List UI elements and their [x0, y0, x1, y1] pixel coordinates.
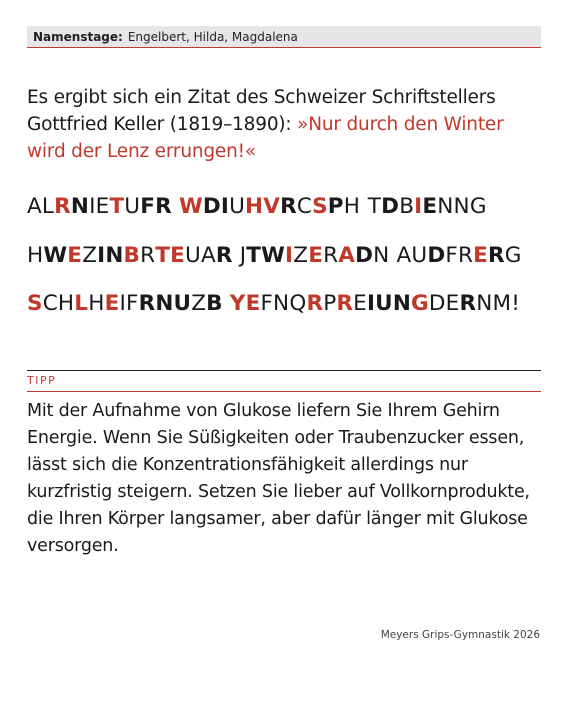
- puzzle-letter: I: [97, 243, 106, 268]
- puzzle-space: [360, 194, 368, 219]
- puzzle-letter: E: [170, 243, 186, 268]
- intro-paragraph: [27, 84, 541, 165]
- puzzle-space: [172, 194, 179, 219]
- puzzle-space: [223, 291, 230, 316]
- puzzle-letter: A: [396, 243, 412, 268]
- puzzle-letter: G: [469, 194, 487, 219]
- puzzle-letter: E: [95, 194, 110, 219]
- puzzle-letter: I: [366, 291, 376, 316]
- puzzle-letter: I: [89, 194, 96, 219]
- puzzle-letter: E: [422, 194, 438, 219]
- puzzle-letter: U: [229, 194, 246, 219]
- puzzle-letter: U: [173, 291, 192, 316]
- puzzle-letter: A: [200, 243, 216, 268]
- footer-credit: Meyers Grips-Gymnastik 2026: [380, 629, 540, 641]
- puzzle-letter: !: [511, 291, 521, 316]
- puzzle-letter: J: [239, 243, 247, 268]
- puzzle-letter: I: [119, 291, 126, 316]
- puzzle-letter: C: [296, 194, 313, 219]
- puzzle-letter: E: [308, 243, 324, 268]
- puzzle-letter: H: [88, 291, 105, 316]
- puzzle-letter: R: [215, 243, 233, 268]
- puzzle-letter: U: [124, 194, 141, 219]
- puzzle-letter: Z: [82, 243, 98, 268]
- puzzle-letter: D: [202, 194, 221, 219]
- puzzle-letter: R: [155, 194, 172, 219]
- puzzle-letter: Q: [289, 291, 307, 316]
- puzzle-letter: H: [57, 291, 75, 316]
- puzzle-letter: E: [104, 291, 120, 316]
- puzzle-line-2: [27, 241, 547, 271]
- name-days-value: Engelbert, Hilda, Magdalena: [127, 29, 298, 44]
- puzzle-letter: H: [27, 243, 44, 268]
- puzzle-letter: H: [343, 194, 361, 219]
- puzzle-letter: N: [373, 243, 390, 268]
- puzzle-letter: S: [27, 291, 43, 316]
- puzzle-letter: P: [327, 194, 344, 219]
- puzzle-letter: W: [43, 243, 68, 268]
- tipp-label: TIPP: [27, 374, 57, 387]
- puzzle-letter: L: [74, 291, 89, 316]
- puzzle-letter: R: [336, 291, 354, 316]
- puzzle-letter: I: [220, 194, 230, 219]
- puzzle-letter: D: [427, 243, 446, 268]
- puzzle-letter: F: [260, 291, 274, 316]
- puzzle-letter: R: [306, 291, 324, 316]
- puzzle-letter: N: [476, 291, 493, 316]
- puzzle-letter: B: [399, 194, 415, 219]
- puzzle-letter: N: [437, 194, 454, 219]
- puzzle-letter: T: [155, 243, 171, 268]
- puzzle-letter: R: [280, 194, 297, 219]
- puzzle-letter: R: [54, 194, 71, 219]
- puzzle-letter: U: [185, 243, 201, 268]
- name-days-label: Namenstage:: [33, 29, 123, 44]
- intro-text: Es ergibt sich ein Zitat des Schweizer Schriftstellers Gottfried Keller (1819–1890):: [27, 87, 496, 135]
- puzzle-letter: U: [375, 291, 393, 316]
- puzzle-letter: V: [263, 194, 281, 219]
- puzzle-letter: W: [261, 243, 286, 268]
- puzzle-letter: R: [487, 243, 505, 268]
- puzzle-letter: D: [428, 291, 446, 316]
- tipp-divider: [27, 370, 541, 371]
- puzzle-line-3: [27, 289, 547, 319]
- puzzle-letter: A: [338, 243, 356, 268]
- puzzle-space: [233, 243, 240, 268]
- puzzle-letter: N: [392, 291, 412, 316]
- puzzle-letter: C: [42, 291, 58, 316]
- puzzle-letter: M: [492, 291, 512, 316]
- puzzle-letter: T: [367, 194, 382, 219]
- puzzle-letter: Y: [229, 291, 246, 316]
- puzzle-letter: B: [123, 243, 141, 268]
- puzzle-letter: F: [140, 194, 156, 219]
- tipp-underline: [27, 391, 541, 392]
- puzzle-letter: D: [355, 243, 374, 268]
- puzzle-letter: N: [155, 291, 174, 316]
- puzzle-letter: H: [245, 194, 264, 219]
- puzzle-letter: R: [138, 291, 156, 316]
- puzzle-letter: B: [206, 291, 223, 316]
- puzzle-letter: G: [504, 243, 522, 268]
- puzzle-letter: T: [109, 194, 125, 219]
- puzzle-letter: E: [353, 291, 367, 316]
- intro-quote: »Nur durch den Winter wird der Lenz errungen!«: [27, 114, 504, 162]
- puzzle-letter: U: [411, 243, 428, 268]
- puzzle-letter: E: [245, 291, 261, 316]
- puzzle-letter: R: [457, 243, 474, 268]
- puzzle-letter: F: [445, 243, 458, 268]
- puzzle-letter: R: [459, 291, 477, 316]
- puzzle-letter: I: [285, 243, 294, 268]
- puzzle-letter: N: [70, 194, 90, 219]
- tipp-text: Mit der Aufnahme von Glukose liefern Sie Ihrem Gehirn Energie. Wenn Sie Süßigkeiten oder Traubenzucker essen, lässt sich die Konzentrationsfähigkeit allerdings nur kurzfristig steigern. Setzen Sie lieber auf Vollkornprodukte, die Ihren Körper langsamer, aber dafür länger mit Glukose versorgen.: [27, 401, 530, 556]
- puzzle-letter: Z: [293, 243, 309, 268]
- puzzle-letter: P: [323, 291, 337, 316]
- puzzle-letter: T: [246, 243, 262, 268]
- puzzle-letter: F: [126, 291, 139, 316]
- puzzle-letter: R: [323, 243, 339, 268]
- puzzle-letter: E: [473, 243, 488, 268]
- puzzle-letter: S: [312, 194, 328, 219]
- puzzle-line-1: [27, 192, 547, 222]
- puzzle-letter: W: [178, 194, 203, 219]
- puzzle-letter: A: [27, 194, 42, 219]
- puzzle-letter: L: [41, 194, 55, 219]
- puzzle-letter: N: [105, 243, 124, 268]
- puzzle-letter: N: [453, 194, 470, 219]
- puzzle-letter: E: [67, 243, 83, 268]
- puzzle-letter: R: [140, 243, 156, 268]
- puzzle-letter: I: [414, 194, 423, 219]
- name-days-bar: [27, 26, 541, 48]
- puzzle-letter: D: [381, 194, 400, 219]
- puzzle-letter: E: [445, 291, 460, 316]
- puzzle-letter: N: [273, 291, 290, 316]
- puzzle-letter: Z: [191, 291, 207, 316]
- puzzle-letter: G: [411, 291, 429, 316]
